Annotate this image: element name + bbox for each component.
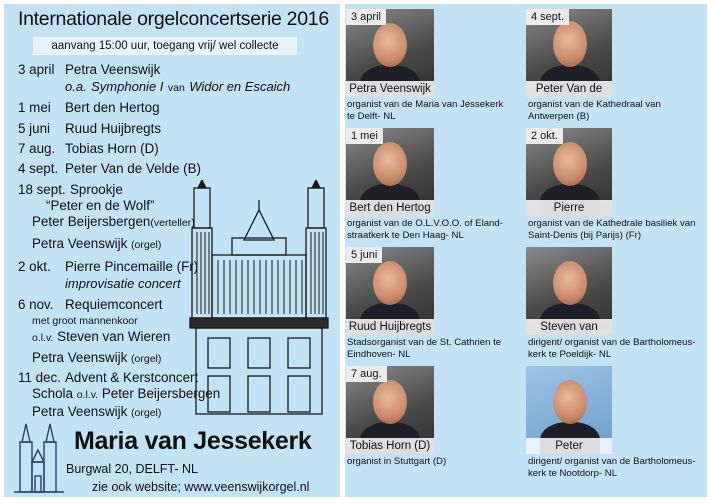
photo-name: Peter Van de xyxy=(526,81,612,97)
performers-panel xyxy=(345,4,707,497)
event-date: 6 nov. xyxy=(18,297,54,312)
event-row xyxy=(18,161,201,177)
website-line: zie ook website; www.veenswijkorgel.nl xyxy=(92,480,310,494)
program-panel xyxy=(4,4,340,497)
event-performer: Peter Van de Velde (B) xyxy=(65,161,201,176)
event-row xyxy=(18,297,163,313)
event-date: 18 sept. xyxy=(18,182,66,197)
event-note: o.a. Symphonie I van Widor en Escaich xyxy=(65,79,291,94)
organ-illustration xyxy=(188,180,338,416)
performer-photo xyxy=(526,128,612,216)
photo-name: Tobias Horn (D) xyxy=(346,438,434,454)
photo-date: 4 sept. xyxy=(526,9,569,25)
event-performer: Sprookje xyxy=(70,182,123,197)
event-row xyxy=(18,259,198,275)
performer-photo xyxy=(346,128,434,216)
performer-caption: Stadsorganist van de St. Cathrien te Eindhoven- NL xyxy=(347,337,502,360)
page-title: Internationale orgelconcertserie 2016 xyxy=(18,8,329,30)
photo-name: Peter xyxy=(526,438,612,454)
event-date: 5 juni xyxy=(18,121,51,136)
event-performer: Pierre Pincemaille (Fr) xyxy=(65,259,199,274)
event-line: met groot mannenkoor xyxy=(32,315,138,327)
event-performer: Bert den Hertog xyxy=(65,100,160,115)
event-date: 1 mei xyxy=(18,100,51,115)
performer-caption: dirigent/ organist van de Bartholomeus- kerk te Nootdorp- NL xyxy=(528,456,696,479)
photo-date: 7 aug. xyxy=(346,366,387,382)
church-name: Maria van Jessekerk xyxy=(74,427,312,455)
event-performer: Petra Veenswijk xyxy=(65,62,161,77)
performer-caption: organist in Stuttgart (D) xyxy=(347,456,447,467)
event-row xyxy=(18,141,159,157)
photo-name: Petra Veenswijk xyxy=(346,81,434,97)
event-line: Schola o.l.v. Peter Beijersbergen xyxy=(32,386,221,401)
event-row xyxy=(18,182,123,198)
event-line: Petra Veenswijk (orgel) xyxy=(32,404,162,419)
church-icon xyxy=(12,422,66,494)
performer-photo xyxy=(346,247,434,335)
performer-caption: dirigent/ organist van de Bartholomeus- kerk te Poeldijk- NL xyxy=(528,337,696,360)
photo-date: 5 juni xyxy=(346,247,382,263)
performer-photo xyxy=(346,366,434,454)
event-performer: Ruud Huijbregts xyxy=(65,121,162,136)
photo-name: Pierre xyxy=(526,200,612,216)
church-address: Burgwal 20, DELFT- NL xyxy=(66,462,198,476)
performer-photo xyxy=(346,9,434,97)
photo-name: Steven van xyxy=(526,319,612,335)
event-row xyxy=(18,62,160,78)
event-row xyxy=(18,121,161,137)
event-row xyxy=(18,100,160,116)
event-line: Petra Veenswijk (orgel) xyxy=(32,236,162,251)
performer-caption: organist van de O.L.V.O.O. of Eland- straatkerk te Den Haag- NL xyxy=(347,218,503,241)
performer-photo xyxy=(526,9,612,97)
performer-photo xyxy=(526,366,612,454)
event-line: o.l.v. Steven van Wieren xyxy=(32,329,171,344)
event-line: Petra Veenswijk (orgel) xyxy=(32,350,162,365)
photo-date: 1 mei xyxy=(346,128,383,144)
event-row xyxy=(18,370,198,386)
event-line: Peter Beijersbergen(verteller) xyxy=(32,214,195,229)
event-date: 3 april xyxy=(18,62,55,77)
photo-date: 3 april xyxy=(346,9,386,25)
event-date: 7 aug. xyxy=(18,141,56,156)
performer-caption: organist van de Kathedrale basiliek van Saint-Denis (bij Parijs) (Fr) xyxy=(528,218,696,241)
event-date: 4 sept. xyxy=(18,161,59,176)
event-date: 11 dec. xyxy=(18,370,61,385)
performer-photo xyxy=(526,247,612,335)
performer-caption: organist van de Maria van Jessekerk te Delft- NL xyxy=(347,99,504,122)
event-performer: Tobias Horn (D) xyxy=(65,141,159,156)
photo-name: Bert den Hertog xyxy=(346,200,434,216)
event-date: 2 okt. xyxy=(18,259,51,274)
photo-date: 2 okt. xyxy=(526,128,563,144)
subtitle-banner: aanvang 15:00 uur, toegang vrij/ wel collecte xyxy=(33,37,297,55)
event-performer: Advent & Kerstconcert xyxy=(65,370,199,385)
photo-name: Ruud Huijbregts xyxy=(346,319,434,335)
event-line: “Peter en de Wolf” xyxy=(46,198,155,213)
event-performer: Requiemconcert xyxy=(65,297,163,312)
performer-caption: organist van de Kathedraal van Antwerpen (B) xyxy=(528,99,661,122)
event-line: improvisatie concert xyxy=(65,276,181,291)
